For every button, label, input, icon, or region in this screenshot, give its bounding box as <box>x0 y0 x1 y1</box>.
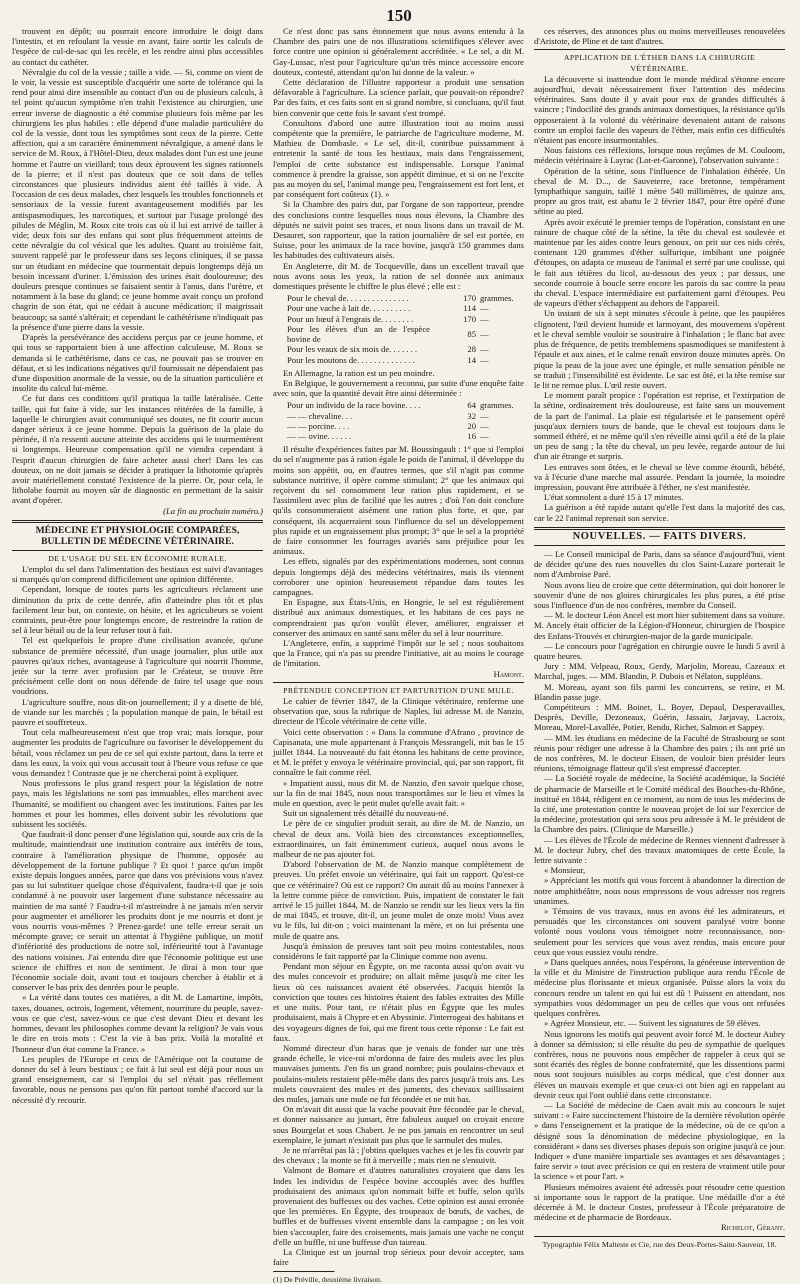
paragraph: Opération de la sétine, sous l'influence de l'inhalation éthérée. Un cheval de M. D..., de Sauveterre, race bretonne, tempérament lymphathique sanguin, taillé 1 mètre 540 millimètres, de quinze ans, propre au gros trait, est abattu le 2 février 1847, pour être opéré d'une sétine au pied. <box>534 165 785 217</box>
row-unit: — <box>480 303 489 314</box>
paragraph: Cependant, lorsque de toutes parts les agriculteurs réclament une diminution du prix de cette denrée, afin d'atteindre plus tôt et plus facilement leur but, on conteste, on hésite, et les agriculteurs se voient contraints, peut-être pour longtemps encore, de restreindre la ration de sel à leur bétail ou de la leur refuser tout à fait. <box>12 584 263 636</box>
paragraph: Un instant de six à sept minutes s'écoule à peine, que les paupières clignotent, l'œil devient humide et larmoyant, des mouvemens s'opèrent et le cheval semble vouloir se soustraire à l'inhalation ; le flanc bat avec plus de fréquence, de petits tremblemens spasmodiques se manifestent à l'épaule et aux aines, et le calme renaît environ douze minutes après. On pique la peau de la joue avec une épingle, et nulle sensation pénible ne se traduit ; l'insensibilité est évidente. Le sac est ôté, et la tête remise sur le lit ne remue plus. L'œil reste ouvert. <box>534 308 785 390</box>
row-unit: — <box>480 328 489 339</box>
columns <box>12 26 786 1284</box>
news-item: — Les élèves de l'École de médecine de Rennes viennent d'adresser à M. le docteur Jubry, chef des travaux anatomiques de cette École, la lettre suivante : <box>534 834 785 866</box>
row-unit: — <box>480 410 489 421</box>
news-item: Nous ignorons les motifs qui peuvent avoir forcé M. le docteur Aubry à donner sa démission; si elle résulte du peu de sympathie de quelques confrères, nous ne pouvons nous empêcher de rappeler à ceux qui se sont écartés des règles de bonne confraternité, que les dissentions parmi nous sont toujours nuisibles au corps médical, que c'est donner aux élèves un mauvais exemple et que ceux-ci ont bien agi en rappelant au devoir ceux qui l'ont oublié dans cette circonstance. <box>534 1028 785 1100</box>
paragraph: Névralgie du col de la vessie ; taille a vide. — Si, comme on vient de le voir, la vessie est susceptible d'acquérir une sorte de tolérance qui la rend pour ainsi dire insensible au contact d'un ou de plusieurs calculs, à tel point qu'aucun symptôme n'en trahit l'existence au chirurgien, une erreur inverse de diagnostic a été commise plusieurs fois même par les chirurgiens les plus habiles : elle dépend d'une maladie particulière du col de la vessie, dont tous les symptômes sont ceux de la pierre. Cette affection, qui a un caractère éminemment névralgique, a amené dans le service de M. Roux, à l'Hôtel-Dieu, deux malades dont l'un est une jeune homme et l'autre un vieillard; tous deux éprouvent les signes rationnels de la pierre; et il n'est pas douteux que ce soit dans de telles circonstances que plusieurs individus aient été taillés à vide. À l'occasion de ces deux malades, chez lesquels les troubles fonctionnels et sensoriaux de la vessie furent avantageusement modifiés par les antispasmodiques, les narcotiques, et surtout par l'usage prolongé des pilules de Méglin, M. Roux cite trois cas où il lui est arrivé de tailler à vide; deux fois sur des enfans qui sont plus fréquemment atteints de cette névralgie du col vésical que les adultes. Quant au troisième fait, souvent rappelé par le professeur dans ses leçons cliniques, il se passa sur un étudiant en médecine que tourmentait depuis longtemps déjà un besoin incessant d'uriner. L'émission des urines était douloureuse; des douleurs presque continues se faisaient sentir à l'anus, dans l'urètre, et notamment à la base du gland; ce jeune homme avait conçu un profond chagrin de son état, qui ne cédait à aucune médication; il maigrissait beaucoup; sa santé s'altérait; et cependant le cathétérisme n'indiquait pas la présence d'une pierre dans la vessie. <box>12 66 263 332</box>
column-3 <box>534 26 785 1249</box>
paragraph: En Allemagne, la ration est un peu moindre. <box>283 367 435 378</box>
divider <box>534 545 785 546</box>
news-item: Jury : MM. Velpeau, Roux, Gerdy, Marjolin, Moreau, Cazeaux et Marchal, juges. — MM. Blandin, P. Dubois et Nélaton, suppléans. <box>534 661 785 682</box>
table-row <box>273 400 524 410</box>
section-divider <box>534 527 785 530</box>
table-row <box>273 293 524 303</box>
paragraph: En Belgique, le gouvernement a reconnu, par suite d'une enquête faite avec soin, que la quantité devait être ainsi déterminée : <box>273 377 524 399</box>
paragraph: Les entraves sont ôtées, et le cheval se lève comme étourdi, hébété, va à l'écurie d'une marche mal assurée. Pendant la journée, la moindre impression, pouvant être attribuée à l'éther, ne s'est manifestée. <box>534 461 785 492</box>
author-signature: Hamont. <box>493 668 524 679</box>
page-number: 150 <box>386 6 412 25</box>
news-item: Nous avons lieu de croire que cette détermination, qui doit honorer le souvenir d'une de nos gloires chirurgicales les plus pures, a été prise sous l'influence d'un de nos confrères, membre du Conseil. <box>534 579 785 610</box>
paragraph: La Clinique est un journal trop sérieux pour devoir accepter, sans faire <box>273 1246 524 1268</box>
news-item: — La Société de médecine de Caen avait mis au concours le sujet suivant : « Faire succinctement l'histoire de la dernière révolution opérée » dans l'enseignement et la pratique de la médecine, où de ce qu'on a désigné sous la dénomination de médecine physiologique, en la considérant » dans ses diverses phases depuis son origine jusqu'à ce jour. Indiquer » d'une manière impartiale ses avantages et ses désavantages ; faire servir » tout avec précision ce qui en restera de vraiment utile pour la science » et pour l'art. » <box>534 1099 785 1182</box>
paragraph: Le père de ce singulier produit serait, au dire de M. de Nanzio, un cheval de deux ans. Voilà bien des circonstances exceptionnelles, extraordinaires, un fait éminemment curieux, auquel nous avons le malheur de ne pas ajouter foi. <box>273 818 524 860</box>
paragraph: Nous faisions ces réflexions, lorsque nous reçûmes de M. Couloom, médecin vétérinaire à Layrac (Lot-et-Garonne), l'observation suivante : <box>534 145 785 166</box>
divider <box>12 550 263 551</box>
news-item: — Le Conseil municipal de Paris, dans sa séance d'aujourd'hui, vient de décider qu'une des rues nouvelles du clos Saint-Lazare porterait le nom d'Ambroise Paré. <box>534 548 785 580</box>
row-unit: — <box>480 430 489 441</box>
paragraph: Que faudrait-il donc penser d'une législation qui, sourde aux cris de la multitude, maintiendrait une institution contraire aux intérêts de tous, contraire à l'amélioration physique de l'homme, opposée au développement de la fortune publique ? Et quoi ! parce qu'un impôt existe depuis longues années, parce que dans vos prévisions vous n'avez pas su lui substituer quelque chose d'équivalent, faudra-t-il que je sois condamné à ne pouvoir user largement d'une substance nécessaire au maintien de ma santé ? Faudra-t-il m'astreindre à ne jamais m'en servir pour augmenter et améliorer les produits dont je me nourris et dont je vous nourris vous-mêmes ? Prenez-garde! une telle erreur serait un mécompte grave; ce serait un attentat à l'hygiène publique, un motif d'infériorité des productions de notre sol, inférieurité tout à l'avantage des nations voisines. J'ai entendu dire que l'économie politique est une science de chiffres et non de sentiment. Je dirai à mon tour que l'économie sociale doit, avant tout et toujours chercher à établir et à conserver le bas prix des denrées pour le peuple. <box>12 829 263 993</box>
row-value: 16 <box>467 430 476 441</box>
section-title: MÉDECINE ET PHYSIOLOGIE COMPARÉES, BULLETIN DE MÉDECINE VÉTÉRINAIRE. <box>35 524 240 547</box>
paragraph: Après avoir exécuté le premier temps de l'opération, consistant en une rainure de chaque côté de la sétine, la tête du cheval est soulevée et maintenue par les aides contre leurs genoux, on prit sur ces nids cérés, contenant 120 grammes d'éther sulfurique, imbibant une poignée d'étoupes, on adapta ce museau de l'animal et serré par une coulisse, qui le fait aux tétières du licol, au-dessous des yeux ; par dessus, une seconde courroie à boucle serre encore les parois du sac contre la peau du cheval. L'espace intermédiaire est parfaitement garni d'étoupes. Peu de vapeurs d'éther s'échappent au dehors de l'appareil. <box>534 216 785 309</box>
paragraph: Le cahier de février 1847, de la Clinique vétérinaire, renferme une observation que, sous la rubrique de Naples, lui adresse M. de Nanzio, directeur de l'École vétérinaire de cette ville. <box>273 696 524 727</box>
paragraph: Nommé directeur d'un haras que je venais de fonder sur une très grande échelle, le vice-roi m'ordonna de faire des mulets avec les plus mauvaises juments. J'en fis un grand nombre; puis poulains-chevaux et poulains-mulets restaient pêle-mêle dans des parcs jusqu'à trois ans. Les mulets couvraient des mules et des juments, des chevaux saillissaient des mules, jamais une mule ne fut fécondée et ne mit bas. <box>273 1042 524 1104</box>
manager-signature: Richelot, Gérant. <box>720 1222 785 1233</box>
news-item: » Appréciant les motifs qui vous forcent à abandonner la direction de notre amphithéâtre, nous nous empressons de vous adresser nos regrets unanimes. <box>534 875 785 906</box>
paragraph: » Impatient aussi, nous dit M. de Nanzio, d'en savoir quelque chose, sur la fin de mai 1845, nous nous transportâmes sur le lieu et vîmes la mule en question, avec le petit mulet qu'elle avait fait. » <box>273 777 524 809</box>
news-item: Compétiteurs : MM. Boinet, L. Boyer, Depaul, Desperavailles, Desprès, Deville, Dezoneaux, Guérin, Jassain, Jarjavay, Lacroix, Moreau, Morel-Lavallée, Potier, Rendu, Richet, Salmon et Sappey. <box>534 702 785 733</box>
row-value: 14 <box>467 354 476 365</box>
paragraph: D'abord l'observation de M. de Nanzio manque complètement de preuves. Un préfet envoie un vétérinaire, qui fait un rapport. Qu'est-ce que ce vétérinaire? Où est ce rapport? On aurait dû au moins l'annexer à la lettre comme pièce de conviction. Puis, impatient de constater le fait arrivé le 15 juillet 1844, M. de Nanzio se rendit sur les lieux vers la fin de mai 1845, et trouve, dit-il, un jeune mulet de onze mois! Vous avez vu le fils, lui dit-on ; voici maintenant la mère, et on lui présenta une mule de quatre ans. <box>273 859 524 941</box>
article-title: DE L'USAGE DU SEL EN ÉCONOMIE RURALE. <box>48 553 227 563</box>
news-item: Plusieurs mémoires avaient été adressés pour résoudre cette question si importante sous le rapport de la pratique. Une médaille d'or a été décernée à M. le docteur Costes, professeur à l'École préparatoire de médecine et de pharmacie de Bordeaux. <box>534 1181 785 1223</box>
salt-ration-table-england <box>273 293 524 364</box>
row-label: — — chevaline. . . <box>287 410 353 421</box>
paragraph: Les peuples de l'Europe et ceux de l'Amérique ont la coutume de donner du sel à leurs bestiaux ; ce fait à lui seul est déjà pour nous un grand enseignement, car si l'emploi du sel n'était pas réellement favorable, nous ne pensons pas qu'on fût partout tombé d'accord sur la nécessité d'y recourir. <box>12 1053 263 1105</box>
row-value: 170 <box>463 293 476 304</box>
row-unit: — <box>480 354 489 365</box>
divider <box>534 49 785 50</box>
printer-imprint: Typographie Félix Malteste et Cie, rue des Deux-Portes-Saint-Sauveur, 18. <box>542 1239 777 1249</box>
footnote: (1) De Préville, deuxième livraison. <box>273 1275 382 1284</box>
news-item: » Agréez Monsieur, etc. — Suivent les signatures de 59 élèves. <box>544 1018 761 1029</box>
table-row <box>273 324 524 344</box>
paragraph: On m'avait dit aussi que la vache pouvait être fécondée par le cheval, et donner naissance au jumart, être fabuleux auquel on croyait encore sous Bourgelat et sous Chabert. Je ne pus jamais en rencontrer un seul exemplaire, le jumart n'existait pas plus que le sarmulet des mules. <box>273 1104 524 1145</box>
paragraph: L'agriculture souffre, nous dit-on journellement; il y a disette de blé, de viande sur les marchés ; la population manque de pain, le bétail est pauvre et souffreteux. <box>12 696 263 727</box>
news-item: M. Moreau, ayant son fils parmi les concurrens, se retire, et M. Blandin passe juge. <box>534 681 785 702</box>
row-unit: — <box>480 313 489 324</box>
paragraph: trouvent en dépôt; ou pourrait encore introduire le doigt dans l'intestin, et en refoulant la vessie en avant, faire sortir les calculs de l'espèce de cul-de-sac qui les recèle, et les rendre ainsi plus accessibles au contact du cathéter. <box>12 26 263 67</box>
table-row <box>273 355 524 365</box>
table-row <box>273 411 524 421</box>
row-unit: grammes. <box>480 400 514 411</box>
row-value: 28 <box>467 344 476 355</box>
divider <box>534 1236 785 1237</box>
row-unit: — <box>480 420 489 431</box>
divider <box>273 682 524 683</box>
column-2 <box>273 26 524 1284</box>
news-item: « Monsieur, <box>544 865 586 876</box>
paragraph: Tout cela malheureusement n'est que trop vrai; mais lorsque, pour augmenter les produits de l'agriculture ou favoriser le développement du bétail, vous réclamez un peu de ce sel qui existe partout, dans la terre et dans les eaux, la voix qui vous accusait tout à l'heure vous refuse ce que vous demandez ! Contraste que je ne chercherai point à expliquer. <box>12 727 263 779</box>
row-label: — — porcine. . . . <box>287 420 350 431</box>
news-item: — Le concours pour l'agrégation en chirurgie ouvre le lundi 5 avril à quatre heures. <box>534 640 785 661</box>
paragraph: Cette déclaration de l'illustre rapporteur a produit une sensation défavorable à l'agriculture. La science parlait, que pouvait-on répondre? Par des faits, et ces faits sont en si grand nombre, si concluans, qu'il faut bien convenir que cette fois le savant s'est trompé. <box>273 77 524 118</box>
paragraph: En Angleterre, dit M. de Tocqueville, dans un excellent travail que nous avons sous les yeux, la ration de sel donnée aux animaux domestiques présente le chiffre le plus élevé ; elle est : <box>273 260 524 292</box>
news-item: — M. le docteur Léon Ancel est mort hier subitement dans sa voiture. M. Ancely était officier de la Légion-d'Honneur, chirurgien de l'hospice des Enfans-Trouvés et chirurgien-major de la garde municipale. <box>534 610 785 641</box>
table-row <box>273 431 524 441</box>
row-label: Pour une vache à lait de. . . . . . . . . . <box>287 303 411 314</box>
news-item: — La Société royale de médecine, la Société académique, la Société de pharmacie de Marseille et le Comité médical des Bouches-du-Rhône, institué en 1844, rédigent en ce moment, au nom de tous les médecins de la cité, une protestation contre le nouveau projet de loi sur l'exercice de la médecine, protestation qui sera sous peu adressée à M. le président de la Chambre des pairs. (Clinique de Marseille.) <box>534 773 785 835</box>
paragraph: Je ne m'arrêtai pas là ; j'obtins quelques vaches et je les fis couvrir par des chevaux ; la monte se fit à merveille ; mais rien ne s'ensuivit. <box>273 1144 524 1166</box>
article-title: APPLICATION DE L'ÉTHER DANS LA CHIRURGIE VÉTÉRINAIRE. <box>563 53 756 73</box>
news-item: » Dans quelques années, nous l'espérons, la généreuse intervention de la ville et du Ministre de l'instruction publique aura rendu l'École de médecine plus florissante et mieux organisée. Puisse alors la voix du concours rendre un talent en qui lui est dû ! Puissent en attendant, nos sympathies vous dédommager un peu de celles que vous ont refusées quelques confrères. <box>534 957 785 1019</box>
row-value: 20 <box>467 420 476 431</box>
paragraph: Suit un signalement très détaillé du nouveau-né. <box>283 808 449 819</box>
paragraph: L'emploi du sel dans l'alimentation des bestiaux est suivi d'avantages si marqués qu'on comprend difficilement une opinion différente. <box>12 563 263 585</box>
paragraph: En Espagne, aux États-Unis, en Hongrie, le sel est régulièrement distribué aux animaux domestiques, et les habitans de ces pays ne comprendraient pas qu'on voulût élever, améliorer, engraisser et conserver des animaux en santé sans mêler du sel à leur nourriture. <box>273 597 524 638</box>
row-label: Pour les élèves d'un an de l'espèce bovine de <box>287 323 430 345</box>
row-unit: grammes. <box>480 293 514 304</box>
paragraph: Pendant mon séjour en Égypte, on me raconta aussi qu'on avait vu des mules concevoir et produire; on allait même jusqu'à me citer les lieux où ces naissances avaient été observées. J'acquis bientôt la conviction que toutes ces histoires étaient des fables extraites des Mille et une nuits. Pour tant, ce n'était plus en Égypte que les mules produisaient, mais à Chypre et en Abyssinie. J'interrogeai des habitans et des voyageurs dignes de foi, qui me firent tous cette réponse : Le fait est faux. <box>273 961 524 1043</box>
paragraph: D'après la persévérance des accidens perçus par ce jeune homme, et qui tous se rapportaient bien à une affection calculeuse, M. Roux se demanda si le cathétérisme, dans ce cas, ne pouvait pas se trouver en défaut, et si les indications négatives qu'il fournissait ne dépendaient pas d'une disposition anormale de la vessie, ou de la situation particulière et insolite du calcul lui-même. <box>12 332 263 394</box>
table-row <box>273 303 524 313</box>
paragraph: Ce fut dans ces conditions qu'il pratiqua la taille latéralisée. Cette taille, qui fut faite à vide, sur les instances réitérées de la famille, à laquelle le chirurgien avait communiqué ses doutes, ne fit courir aucun danger sérieux à ce jeune homme. Depuis la guérison de la plaie du périnée, il n'a ressenti aucune atteinte des accidens qui le tourmentèrent si longtemps. Heureuse compensation qu'il ne viendra cependant à l'esprit d'aucun chirurgien de faire acheter aussi cher! Dans les cas douteux, on ne doit jamais se décider à pratiquer la lithotomie qu'après avoir matériellement constaté l'existence de la pierre. Or, pour cela, le litholabe fournit au moyen sûr de diagnostic en permettant de la saisir avant d'opérer. <box>12 393 263 506</box>
paragraph: Valmont de Bomare et d'autres naturalistes croyaient que dans les Indes les individus de l'espèce bovine accouplés avec des buffles produisaient des animaux qu'on nommait biffe et buffe, selon qu'ils provenaient des buffesses ou des vaches. Cette opinion est aussi erronée que les premières. En Égypte, des troupeaux de bœufs, de vaches, de buffles et de buffesses vivent ensemble dans la campagne ; on les voit bien s'accoupler, faire des croisements, mais jamais une vache ne conçut d'elle un buffle, ni une buffesse d'un taureau. <box>273 1165 524 1247</box>
article-title: PRÉTENDUE CONCEPTION ET PARTURITION D'UNE MULE. <box>283 685 514 695</box>
news-item: — MM. les étudians en médecine de la Faculté de Strasbourg se sont réunis pour rédiger une adresse à la Chambre des pairs ; ils ont prié un de nos confrères, M. le docteur Eissen, de vouloir bien présider leurs réunions, témoignage flatteur qu'il s'est empressé d'accepter. <box>534 732 785 774</box>
paragraph: La guérison a été rapide autant qu'elle l'est dans la majorité des cas, car le 22 l'animal reprenait son service. <box>534 502 785 523</box>
paragraph: « La vérité dans toutes ces matières, a dit M. de Lamartine, impôts, taxes, douanes, octrois, logement, vêtement, nourriture du peuple, savez-vous ce que c'est, savez-vous ce que c'est devant Dieu et devant les hommes, devant les philosophes comme devant la religion? Je vais vous le dire en trois mots : C'est la vie à bas prix. Voilà la moralité et l'honneur d'un état comme la France. » <box>12 992 263 1054</box>
row-value: 64 <box>467 400 476 411</box>
footnote-divider <box>273 1271 335 1273</box>
news-item: » Témoins de vos travaux, nous en avons été les admirateurs, et persuadés que les circonstances ont souvent paralysé votre bonne volonté nous voulons vous témoigner notre reconnaissance, non-seulement pour les services que vous avez rendus, mais encore pour ceux que vous eussiez voulu rendre. <box>534 906 785 957</box>
table-row <box>273 314 524 324</box>
paragraph: Consultons d'abord une autre illustration tout au moins aussi compétente que la première, le patriarche de l'agriculture moderne, M. Mathieu de Dombasle. « Le sel, dit-il, contribue puissamment à entretenir la santé de tous les bestiaux, mais dans l'engraissement, l'emploi de cette substance est indispensable. Lorsque l'animal commence à prendre la graisse, son appétit diminue, et si on ne l'excite pas au moyen du sel, l'animal mange peu, l'engraissement est fort lent, et par conséquent fort coûteux (1). » <box>273 117 524 200</box>
paragraph: Il résulte d'expériences faites par M. Boussingault : 1° que si l'emploi du sel n'augmente pas à ration égale le poids de l'animal, il développe du moins son appétit, ou, en d'autres termes, que s'il n'agit pas comme substance nutritive, il opère comme stimulant; 2° que les animaux qui reçoivent du sel consomment leur ration plus rapidement, et se l'assimilent avec plus de facilité que les autres ; d'où l'on doit conclure qu'ils consommeraient aisément une ration plus forte, et que, par conséquent, ils acquerraient sous l'influence du sel un développement plus rapide et un engraissement plus prompt; 3° que le sel a la propriété de faire consommer les fourrages avariés sans préjudice pour les animaux. <box>273 444 524 557</box>
row-label: Pour les moutons de. . . . . . . . . . . . . . <box>287 354 415 365</box>
paragraph: Jusqu'à émission de preuves tant soit peu moins contestables, nous considérons le fait rapporté par la Clinique comme non avenu. <box>273 940 524 962</box>
row-label: Pour un bœuf à l'engrais de. . . . . . . . <box>287 313 414 324</box>
paragraph: Ce n'est donc pas sans étonnement que nous avons entendu à la Chambre des pairs une de nos illustrations scientifiques s'élever avec force contre une opinion si généralement accréditée. « Le sel, a dit M. Gay-Lussac, n'est pour l'agriculture qu'un très mince accessoire encore douteux, contesté, attendant qu'on lui donne de la valeur. » <box>273 26 524 77</box>
row-label: Pour les veaux de six mois de. . . . . . . <box>287 344 418 355</box>
paragraph: ces réserves, des annonces plus ou moins merveilleuses renouvelées d'Aristote, de Pline et de tant d'autres. <box>534 26 785 47</box>
row-value: 114 <box>463 303 476 314</box>
section-divider <box>12 520 263 523</box>
paragraph: Tel est quelquefois le propre d'une civilisation avancée, qu'une substance de première nécessité, d'un usage journalier, plus utile aux pauvres qu'aux riches, avantageuse à l'agriculture qui nourrit l'homme, jetée sur la terre avec profusion par le Créateur, se trouve être précisément celle dont on nous défende de faire tel usage que nous voudrions. <box>12 635 263 697</box>
paragraph: Les effets, signalés par des expérimentations modernes, sont connus depuis longtemps déjà des médecins vétérinaires, mais ils viennent corroborer une opinion heureusement répandue dans toutes les campagnes. <box>273 556 524 597</box>
paragraph: La découverte si inattendue dont le monde médical s'étonne encore aujourd'hui, devait nécessairement fixer l'attention des médecins vétérinaires. Sans doute il y avait pour eux de grandes difficultés à vaincre ; l'indocilité des grands animaux domestiques, la résistance qu'ils opposeraient à la volonté du vétérinaire devenaient autant de raisons contre un emploi facile des vapeurs de l'éther, mais enfin ces difficultés n'étaient pas encore insurmontables. <box>534 73 785 146</box>
news-section-title: NOUVELLES. — FAITS DIVERS. <box>572 530 747 542</box>
row-value: 85 <box>467 328 476 339</box>
row-label: Pour le cheval de. . . . . . . . . . . . . . . <box>287 293 409 304</box>
paragraph: Voici cette observation : « Dans la commune d'Afrano , province de Capisanata, une mule appartenant à François Messrangeli, mit bas le 15 juillet 1844. La nouveauté du fait étonna les habitans de cette province, et M. le préfet y envoya le vétérinaire provincial, qui, par son rapport, fit connaître le fait comme réel. <box>273 726 524 778</box>
paragraph: Si la Chambre des pairs dut, par l'organe de son rapporteur, prendre des conclusions contre lesquelles nous nous élevons, la Chambre des députés ne suivit point ses traces, et nous lisons dans un travail de M. Desauret, son rapporteur, que la ration journalière de sel est portée, en Suisse, pour les animaux de la race bovine, jusqu'à 150 grammes dans les habitudes des cultivateurs aisés. <box>273 199 524 261</box>
table-row <box>273 421 524 431</box>
paragraph: L'Angleterre, enfin, a supprimé l'impôt sur le sel ; nous souhaitons que la France, qui n'a pas su prendre l'initiative, ait au moins le courage de l'imitation. <box>273 637 524 669</box>
salt-ration-table-belgium <box>273 400 524 441</box>
paragraph: Le moment paraît propice : l'opération est reprise, et l'extirpation de la sétine, ordinairement très douloureuse, est faite sans un mouvement de la part de l'animal. La plaie est régularisée et le pansement opéré jusqu'aux derniers tours de bande, que le cheval est toujours dans le sommeil éthéré, et ne même qu'il s'en réveille ainsi qu'il a été de la plaie un peu de sang ; la tête du cheval, un peu levée, regarde autour de lui d'un air étrange et surpris. <box>534 390 785 462</box>
row-value: 32 <box>467 410 476 421</box>
row-label: Pour un individu de la race bovine. . . . <box>287 400 421 411</box>
table-row <box>273 344 524 354</box>
row-label: — — ovine. . . . . . <box>287 430 352 441</box>
row-value: 170 <box>463 313 476 324</box>
paragraph: L'état somnolent a duré 15 à 17 minutes. <box>544 492 684 503</box>
column-1 <box>12 26 263 1111</box>
paragraph: Nous professons le plus grand respect pour la législation de notre pays, mais les législations ne sont pas immuables, elles marchent avec l'humanité, se modifient ou changent avec les institutions. Faites par les hommes et pour les hommes, elles doivent subir les révolutions que subissent les sociétés. <box>12 778 263 830</box>
row-unit: — <box>480 344 489 355</box>
continued-note: (La fin au prochain numéro.) <box>163 505 263 516</box>
